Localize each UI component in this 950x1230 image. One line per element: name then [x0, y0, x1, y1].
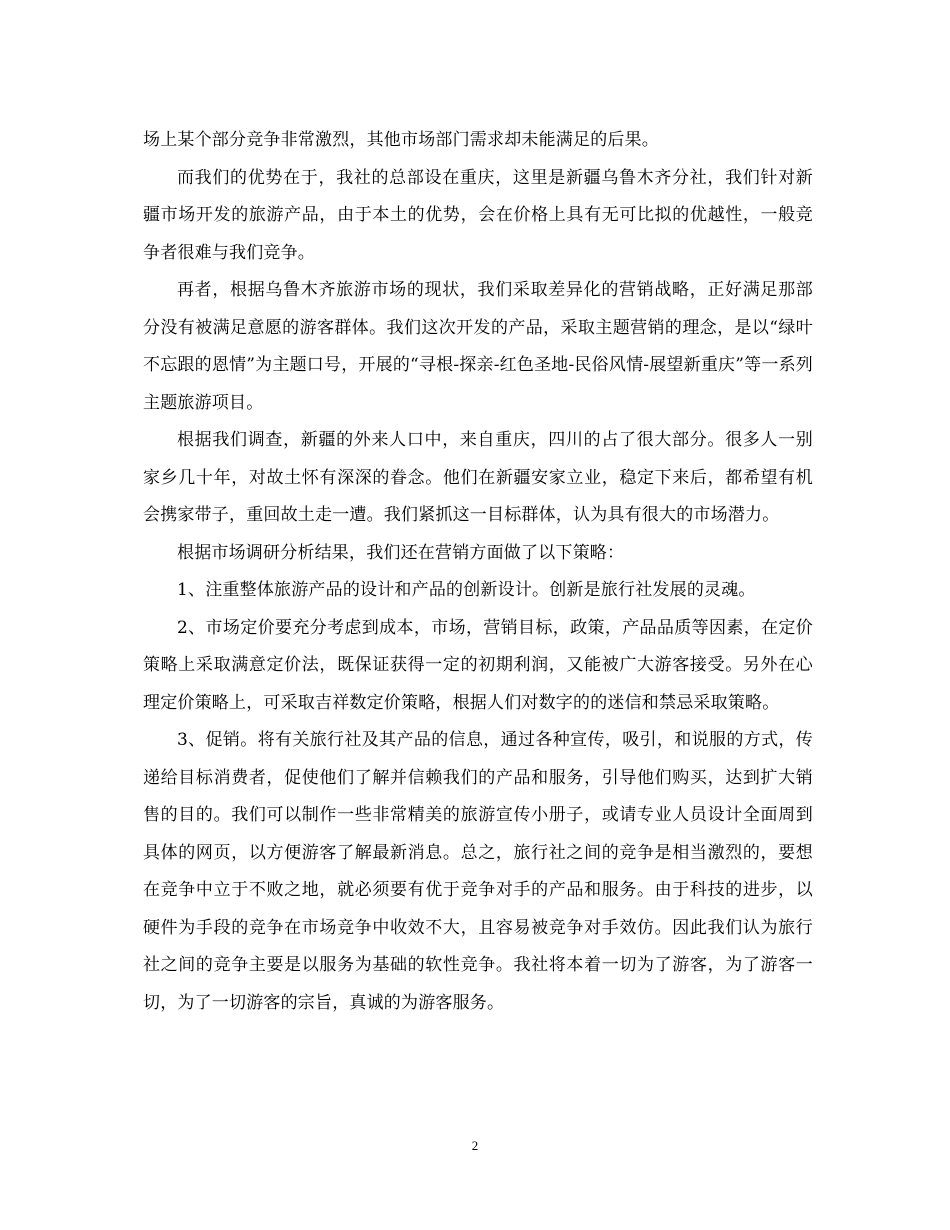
paragraph-5: 根据市场调研分析结果，我们还在营销方面做了以下策略： — [177, 542, 625, 563]
paragraph-8: 3、促销。将有关旅行社及其产品的信息，通过各种宣传，吸引，和说服的方式，传递给目标消费者，促使他们了解并信赖我们的产品和服务，引导他们购买，达到扩大销售的目的。我们可以制作一些非常精美的旅游宣传小册子，或请专业人员设计全面周到具体的网页，以方便游客了解最新消息。总之，旅行社之间的竞争是相当激烈的，要想在竞争中立于不败之地，就必须要有优于竞争对手的产品和服务。由于科技的进步，以硬件为手段的竞争在市场竞争中收效不大，且容易被竞争对手效仿。因此我们认为旅行社之间的竞争主要是以服务为基础的软性竞争。我社将本着一切为了游客，为了游客一切，为了一切游客的宗旨，真诚的为游客服务。 — [143, 730, 813, 1013]
paragraph-3: 再者，根据乌鲁木齐旅游市场的现状，我们采取差异化的营销战略，正好满足那部分没有被满足意愿的游客群体。我们这次开发的产品，采取主题营销的理念，是以“绿叶不忘跟的恩情”为主题口号，开展的“寻根-探亲-红色圣地-民俗风情-展望新重庆”等一系列主题旅游项目。 — [143, 280, 813, 413]
body-text — [143, 122, 813, 1022]
paragraph-7: 2、市场定价要充分考虑到成本，市场，营销目标，政策，产品品质等因素，在定价策略上采取满意定价法，既保证获得一定的初期利润，又能被广大游客接受。另外在心理定价策略上，可采取吉祥数定价策略，根据人们对数字的的迷信和禁忌采取策略。 — [143, 617, 813, 713]
paragraph-4: 根据我们调查，新疆的外来人口中，来自重庆，四川的占了很大部分。很多人一别家乡几十年，对故土怀有深深的眷念。他们在新疆安家立业，稳定下来后，都希望有机会携家带子，重回故土走一遭。我们紧抓这一目标群体，认为具有很大的市场潜力。 — [143, 430, 813, 525]
paragraph-2: 而我们的优势在于，我社的总部设在重庆，这里是新疆乌鲁木齐分社，我们针对新疆市场开发的旅游产品，由于本土的优势，会在价格上具有无可比拟的优越性，一般竞争者很难与我们竞争。 — [143, 167, 813, 263]
paragraph-1: 场上某个部分竞争非常激烈，其他市场部门需求却未能满足的后果。 — [143, 130, 659, 150]
paragraph-6: 1、注重整体旅游产品的设计和产品的创新设计。创新是旅行社发展的灵魂。 — [177, 580, 756, 600]
page-number: 2 — [471, 1138, 479, 1153]
